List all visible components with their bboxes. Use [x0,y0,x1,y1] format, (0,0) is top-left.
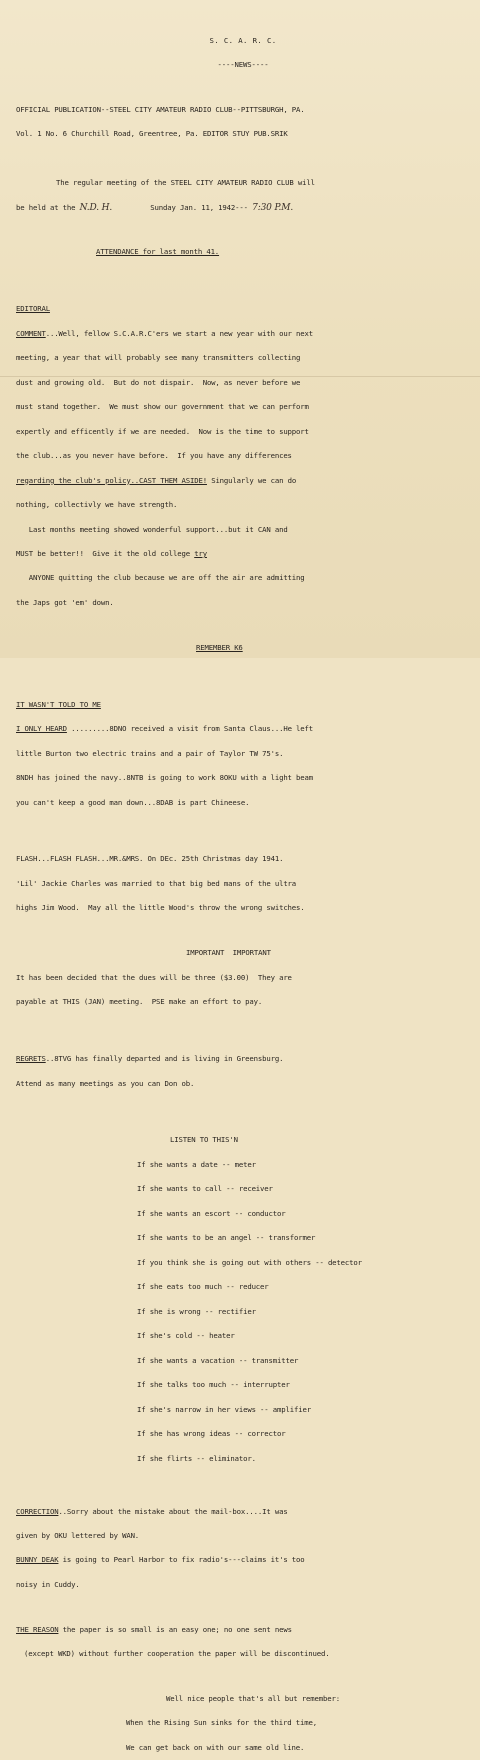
meeting-line-2-mid: Sunday Jan. 11, 1942--- [150,202,248,212]
listen-item: If she eats too much -- reducer [137,1282,269,1292]
remember-k6-text: REMEMBER K6 [196,642,243,652]
meeting-line-2 [16,204,470,212]
editorial-line-3: dust and growing old. But do not dispair. Now, as never before we [16,377,301,387]
gossip-line-3: 8NDH has joined the navy..8NTB is going to work 8OKU with a light beam [16,773,314,783]
editorial-line-5: expertly and efficently if we are needed. Now is the time to support [16,426,309,436]
gossip-line-1 [16,725,470,733]
editorial-line-1-text: ...Well, fellow S.C.A.R.C'ers we start a new year with our next [45,328,314,338]
editorial-policy: regarding the club's policy..CAST THEM ASIDE! [16,475,207,485]
regrets-line-1-text: ..8TVG has finally departed and is living in Greensburg. [45,1054,284,1064]
reason-line-2: (except WKD) without further cooperation the paper will be discontinued. [24,1649,330,1659]
bunny-line-2: noisy in Cuddy. [16,1579,80,1589]
masthead-news: ----NEWS---- [217,60,269,70]
gossip-line-4: you can't keep a good man down...8DAB is part Chineese. [16,797,250,807]
listen-item: If she wants to call -- receiver [137,1184,273,1194]
gossip-line-2: little Burton two electric trains and a pair of Taylor TW 75's. [16,748,284,758]
regrets-line-1 [16,1055,470,1063]
listen-item: If she talks too much -- interrupter [137,1380,290,1390]
editorial-try: try [194,549,207,558]
masthead-club: S. C. A. R. C. [209,35,277,45]
correction-line-1-text: ..Sorry about the mistake about the mail-box....It was [58,1506,288,1516]
flash-line-1: FLASH...FLASH FLASH...MR.&MRS. On DEc. 25th Christmas day 1941. [16,854,284,864]
reason-line-1 [16,1626,470,1634]
editorial-line-2: meeting, a year that will probably see many transmitters collecting [16,353,301,363]
meeting-line-1-text: The regular meeting of the STEEL CITY AMATEUR RADIO CLUB will [56,178,315,188]
editorial-comment-label: COMMENT [16,328,46,338]
correction-label: CORRECTION [16,1506,59,1516]
reason-label: THE REASON [16,1624,59,1634]
attendance-text: ATTENDANCE for last month 41. [96,247,220,257]
bunny-line-1-text: is going to Pearl Harbor to fix radio's---claims it's too [58,1555,305,1565]
editorial-line-9: Last months meeting showed wonderful support...but it CAN and [16,524,288,534]
editorial-line-12: the Japs got 'em' down. [16,597,114,607]
meeting-line-2-start: be held at the [16,202,76,212]
editorial-line-4: must stand together. We must show our government that we can perform [16,402,309,412]
remember-k6 [16,644,470,652]
editorial-heading: EDITORAL [16,304,50,314]
important-heading: IMPORTANT IMPORTANT [186,948,271,958]
editorial-line-7 [16,477,470,485]
flash-line-2: 'Lil' Jackie Charles was married to that big bed mans of the ultra [16,878,297,888]
regrets-line-2: Attend as many meetings as you can Don ob. [16,1078,195,1088]
gossip-label: I ONLY HEARD [16,724,67,734]
regrets-label: REGRETS [16,1054,46,1064]
editorial-policy-end: Singularly we can do [206,475,297,485]
listen-item: If she is wrong -- rectifier [137,1306,256,1316]
listen-item: If she wants to be an angel -- transformer [137,1233,316,1243]
meeting-line-1 [16,179,470,187]
bunny-line-1 [16,1556,470,1564]
editorial-line-1 [16,330,470,338]
listen-item: If she has wrong ideas -- corrector [137,1429,286,1439]
gossip-heading: IT WASN'T TOLD TO ME [16,699,101,709]
listen-item: If she flirts -- eliminator. [137,1453,256,1463]
important-line-2: payable at THIS (JAN) meeting. PSE make an effort to pay. [16,997,263,1007]
closing-line-1: Well nice people that's all but remember: [166,1693,340,1703]
paper-fold-line [0,376,480,377]
header-line-1: OFFICIAL PUBLICATION--STEEL CITY AMATEUR RADIO CLUB--PITTSBURGH, PA. [16,104,305,114]
listen-item: If she's cold -- heater [137,1331,235,1341]
important-line-1: It has been decided that the dues will be three ($3.00) They are [16,972,292,982]
reason-line-1-text: the paper is so small is an easy one; no one sent news [58,1624,292,1634]
listen-heading: LISTEN TO THIS'N [170,1135,238,1145]
editorial-better: MUST be better!! Give it the old college [16,549,195,558]
editorial-line-8: nothing, collectivly we have strength. [16,500,178,510]
listen-item: If she wants an escort -- conductor [137,1208,286,1218]
gossip-line-1-text: .........8DNO received a visit from Santa Claus...He left [66,724,314,734]
listen-item: If she wants a date -- meter [137,1159,256,1169]
attendance [16,248,470,256]
listen-item: If she's narrow in her views -- amplifier [137,1404,311,1414]
header-line-2: Vol. 1 No. 6 Churchill Road, Greentree, Pa. EDITOR STUY PUB.SRIK [16,129,288,139]
meeting-time-handwritten: 7:30 P.M. [252,202,294,213]
bunny-label: BUNNY DEAK [16,1555,59,1565]
editorial-line-10 [16,550,470,558]
closing-line-2: When the Rising Sun sinks for the third time, [126,1718,317,1728]
flash-line-3: highs Jim Wood. May all the little Wood's throw the wrong switches. [16,903,305,913]
editorial-line-11: ANYONE quitting the club because we are off the air are admitting [16,573,305,583]
editorial-line-6: the club...as you never have before. If you have any differences [16,451,292,461]
closing-line-3: We can get back on with our same old line. [126,1742,305,1752]
correction-line-1 [16,1508,470,1516]
listen-item: If you think she is going out with others -- detector [137,1257,362,1267]
meeting-place-handwritten: N.D. H. [79,202,113,213]
correction-line-2: given by OKU lettered by WAN. [16,1530,140,1540]
listen-item: If she wants a vacation -- transmitter [137,1355,299,1365]
